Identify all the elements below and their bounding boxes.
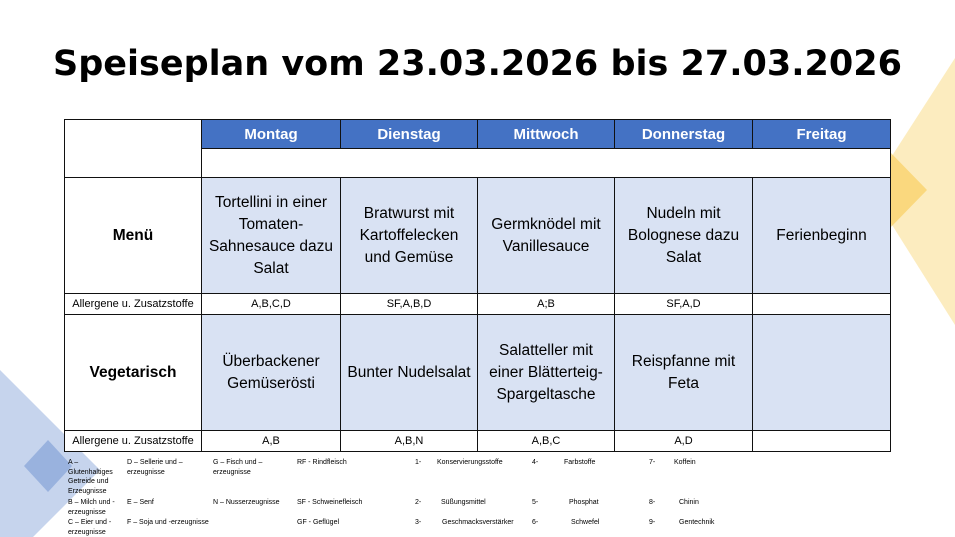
legend-item: E – Senf	[127, 499, 154, 506]
legend-number: 3-	[415, 519, 422, 526]
day-header-donnerstag: Donnerstag	[615, 120, 753, 149]
meal-cell: Ferienbeginn	[753, 178, 891, 294]
veg-row	[65, 315, 891, 431]
meal-cell: Überbackener Gemüserösti	[202, 315, 341, 431]
legend-number: 7-	[649, 459, 656, 466]
legend-item: GF - Geflügel	[297, 519, 340, 526]
blank-cell	[202, 149, 891, 178]
meal-cell: Nudeln mit Bolognese dazu Salat	[615, 178, 753, 294]
legend-item: D – Sellerie und – erzeugnisse	[127, 459, 183, 476]
allergens-cell: A,B,C	[478, 431, 615, 452]
meal-cell: Tortellini in einer Tomaten-Sahnesauce dazu Salat	[202, 178, 341, 294]
corner-cell	[65, 120, 202, 178]
day-header-montag: Montag	[202, 120, 341, 149]
legend-item: Geschmacksverstärker	[442, 519, 514, 526]
page-title: Speiseplan vom 23.03.2026 bis 27.03.2026	[53, 44, 902, 84]
allergens-cell: A,B,C,D	[202, 294, 341, 315]
legend-item: F – Soja und -erzeugnisse	[127, 519, 209, 526]
menu-allergens-row	[65, 294, 891, 315]
allergens-label: Allergene u. Zusatzstoffe	[65, 431, 202, 452]
legend-item: Phosphat	[569, 499, 599, 506]
legend-item: Gentechnik	[679, 519, 715, 526]
meal-cell: Salatteller mit einer Blätterteig-Spargeltasche	[478, 315, 615, 431]
legend-number: 4-	[532, 459, 539, 466]
meal-cell: Bratwurst mit Kartoffelecken und Gemüse	[341, 178, 478, 294]
meal-cell: Germknödel mit Vanillesauce	[478, 178, 615, 294]
allergens-cell: SF,A,B,D	[341, 294, 478, 315]
legend-item: A – Glutenhaltiges Getreide und Erzeugnisse	[68, 459, 113, 495]
legend-item: SF - Schweinefleisch	[297, 499, 363, 506]
legend-number: 2-	[415, 499, 422, 506]
legend-item: Konservierungsstoffe	[437, 459, 503, 466]
legend-item: Schwefel	[571, 519, 600, 526]
allergens-cell: A,B	[202, 431, 341, 452]
allergens-cell: SF,A,D	[615, 294, 753, 315]
allergens-cell	[753, 431, 891, 452]
day-header-mittwoch: Mittwoch	[478, 120, 615, 149]
legend-item: Süßungsmittel	[441, 499, 486, 506]
legend-item: RF - Rindfleisch	[297, 459, 347, 466]
allergens-label: Allergene u. Zusatzstoffe	[65, 294, 202, 315]
row-label-menu: Menü	[65, 178, 202, 294]
allergens-cell: A;B	[478, 294, 615, 315]
legend-number: 1-	[415, 459, 422, 466]
legend-number: 9-	[649, 519, 656, 526]
legend-number: 5-	[532, 499, 539, 506]
day-header-row	[65, 120, 891, 149]
legend-item: Koffein	[674, 459, 696, 466]
row-label-vegetarisch: Vegetarisch	[65, 315, 202, 431]
allergens-cell: A,B,N	[341, 431, 478, 452]
legend-item: C – Eier und -erzeugnisse	[68, 519, 112, 536]
meal-cell	[753, 315, 891, 431]
veg-allergens-row	[65, 431, 891, 452]
meal-cell: Reispfanne mit Feta	[615, 315, 753, 431]
day-header-freitag: Freitag	[753, 120, 891, 149]
legend-item: B – Milch und -erzeugnisse	[68, 499, 115, 516]
legend-item: G – Fisch und – erzeugnisse	[213, 459, 263, 476]
legend-number: 6-	[532, 519, 539, 526]
menu-table	[64, 119, 891, 452]
allergens-cell	[753, 294, 891, 315]
legend-item: N – Nusserzeugnisse	[213, 499, 280, 506]
allergens-cell: A,D	[615, 431, 753, 452]
legend-number: 8-	[649, 499, 656, 506]
day-header-dienstag: Dienstag	[341, 120, 478, 149]
legend-item: Chinin	[679, 499, 699, 506]
legend-item: Farbstoffe	[564, 459, 596, 466]
meal-cell: Bunter Nudelsalat	[341, 315, 478, 431]
menu-row	[65, 178, 891, 294]
